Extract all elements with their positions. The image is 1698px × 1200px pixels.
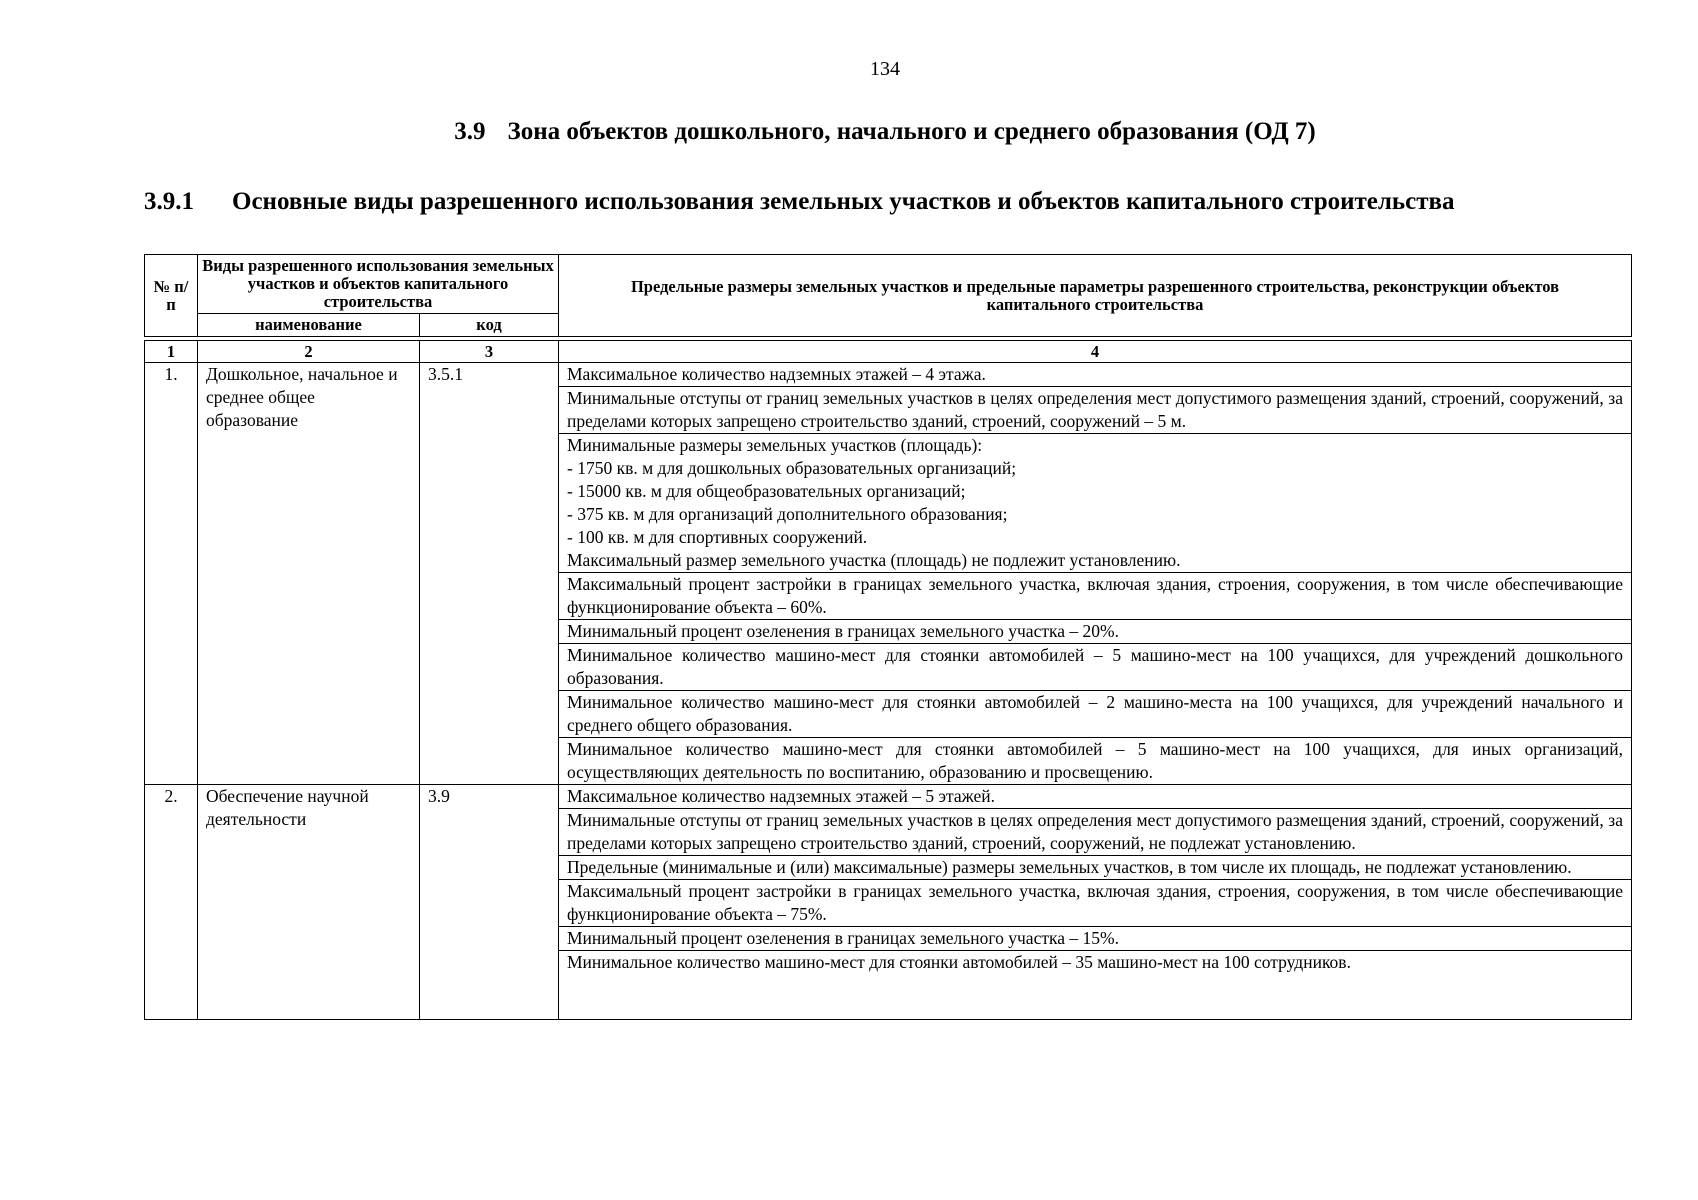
list-item: - 1750 кв. м для дошкольных образовательных организаций; [567, 458, 1017, 478]
row-number: 1. [145, 363, 198, 785]
header-name: наименование [198, 314, 420, 337]
column-number-1: 1 [145, 341, 198, 363]
header-code: код [420, 314, 559, 337]
table-row [145, 363, 1632, 387]
zone-heading [0, 118, 1698, 146]
param-line: Минимальные размеры земельных участков (площадь): [567, 435, 983, 455]
param-cell: Максимальный процент застройки в границах земельного участка, включая здания, строения, сооружения, в том числе обеспечивающие функционирование объекта – 75%. [559, 880, 1632, 927]
row-code: 3.9 [420, 785, 559, 1020]
param-cell: Минимальное количество машино-мест для стоянки автомобилей – 5 машино-мест на 100 учащихся, для иных организаций, осуществляющих деятельность по воспитанию, образованию и просвещению. [559, 738, 1632, 785]
param-cell: Предельные (минимальные и (или) максимальные) размеры земельных участков, в том числе их площадь, не подлежат установлению. [559, 856, 1632, 880]
header-params: Предельные размеры земельных участков и предельные параметры разрешенного строительства, реконструкции объектов капитального строительства [559, 255, 1632, 337]
param-cell: Минимальное количество машино-мест для стоянки автомобилей – 2 машино-места на 100 учащихся, для учреждений начального и среднего общего образования. [559, 691, 1632, 738]
param-cell: Минимальные отступы от границ земельных участков в целях определения мест допустимого размещения зданий, строений, сооружений, за пределами которых запрещено строительство зданий, строений, сооружений, не подлежат установлению. [559, 809, 1632, 856]
list-item: - 100 кв. м для спортивных сооружений. [567, 527, 868, 547]
zone-heading-number: 3.9 [454, 118, 486, 145]
header-kinds: Виды разрешенного использования земельных участков и объектов капитального строительства [198, 255, 559, 314]
param-cell-min-sizes [559, 434, 1632, 573]
param-cell: Минимальный процент озеленения в границах земельного участка – 20%. [559, 620, 1632, 644]
row-number: 2. [145, 785, 198, 1020]
row-name: Дошкольное, начальное и среднее общее образование [198, 363, 420, 785]
column-number-4: 4 [559, 341, 1632, 363]
list-item: - 375 кв. м для организаций дополнительного образования; [567, 504, 1008, 524]
page-number: 134 [870, 58, 900, 80]
param-cell: Минимальное количество машино-мест для стоянки автомобилей – 5 машино-мест на 100 учащихся, для учреждений дошкольного образования. [559, 644, 1632, 691]
param-cell: Максимальное количество надземных этажей – 5 этажей. [559, 785, 1632, 809]
table-row [145, 785, 1632, 809]
regulations-table [144, 254, 1632, 1020]
list-item: - 15000 кв. м для общеобразовательных организаций; [567, 481, 966, 501]
section-heading [144, 188, 1634, 216]
section-heading-number: 3.9.1 [144, 188, 194, 215]
row-code: 3.5.1 [420, 363, 559, 785]
header-number: № п/п [145, 255, 198, 337]
param-cell: Максимальный процент застройки в границах земельного участка, включая здания, строения, сооружения, в том числе обеспечивающие функционирование объекта – 60%. [559, 573, 1632, 620]
param-cell: Минимальные отступы от границ земельных участков в целях определения мест допустимого размещения зданий, строений, сооружений, за пределами которых запрещено строительство зданий, строений, сооружений – 5 м. [559, 387, 1632, 434]
column-number-3: 3 [420, 341, 559, 363]
zone-heading-text: Зона объектов дошкольного, начального и среднего образования (ОД 7) [507, 118, 1316, 145]
section-heading-text: Основные виды разрешенного использования земельных участков и объектов капитального строительства [232, 188, 1455, 215]
param-cell: Максимальное количество надземных этажей – 4 этажа. [559, 363, 1632, 387]
param-line: Максимальный размер земельного участка (площадь) не подлежит установлению. [567, 550, 1181, 570]
row-name: Обеспечение научной деятельности [198, 785, 420, 1020]
param-cell: Минимальное количество машино-мест для стоянки автомобилей – 35 машино-мест на 100 сотрудников. [559, 951, 1632, 1020]
column-number-2: 2 [198, 341, 420, 363]
param-cell: Минимальный процент озеленения в границах земельного участка – 15%. [559, 927, 1632, 951]
